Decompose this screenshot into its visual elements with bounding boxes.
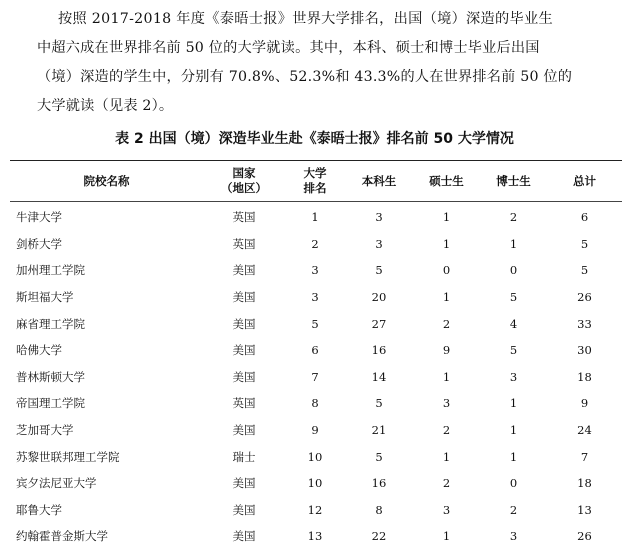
cell-master: 1 bbox=[442, 236, 451, 251]
cell-country: 英国 bbox=[232, 396, 256, 411]
cell-total: 9 bbox=[580, 396, 589, 411]
table-row bbox=[10, 204, 622, 231]
paragraph-line-2: 中超六成在世界排名前 50 位的大学就读。其中，本科、硕士和博士毕业后出国 bbox=[37, 40, 540, 56]
cell-bachelor: 20 bbox=[371, 290, 387, 305]
cell-doctor: 1 bbox=[509, 423, 518, 438]
cell-country: 美国 bbox=[232, 263, 256, 278]
cell-total: 5 bbox=[580, 263, 589, 278]
cell-total: 33 bbox=[577, 316, 592, 331]
cell-bachelor: 5 bbox=[375, 396, 383, 411]
table-row bbox=[10, 284, 622, 311]
table-body bbox=[10, 204, 622, 550]
header-master: 硕士生 bbox=[429, 173, 464, 188]
header-rank bbox=[285, 166, 345, 196]
table-header-rule bbox=[10, 201, 622, 202]
cell-bachelor: 16 bbox=[371, 343, 387, 358]
cell-name: 宾夕法尼亚大学 bbox=[16, 476, 97, 491]
cell-rank: 7 bbox=[311, 369, 319, 384]
cell-rank: 10 bbox=[307, 476, 323, 491]
cell-name: 剑桥大学 bbox=[16, 236, 62, 251]
table-row bbox=[10, 231, 622, 258]
cell-bachelor: 16 bbox=[371, 476, 387, 491]
paragraph-line-4: 大学就读（见表 2）。 bbox=[37, 98, 174, 114]
cell-doctor: 1 bbox=[509, 396, 518, 411]
header-country bbox=[203, 166, 285, 196]
cell-bachelor: 22 bbox=[371, 529, 387, 544]
table-row bbox=[10, 470, 622, 497]
cell-total: 26 bbox=[577, 290, 592, 305]
cell-master: 1 bbox=[442, 210, 451, 225]
table-row bbox=[10, 417, 622, 444]
cell-rank: 1 bbox=[311, 210, 319, 225]
cell-name: 帝国理工学院 bbox=[16, 396, 85, 411]
table-header-row bbox=[10, 162, 622, 200]
cell-name: 哈佛大学 bbox=[16, 343, 62, 358]
cell-rank: 6 bbox=[311, 343, 319, 358]
cell-name: 芝加哥大学 bbox=[16, 423, 74, 438]
cell-total: 30 bbox=[577, 343, 592, 358]
cell-rank: 8 bbox=[311, 396, 319, 411]
cell-master: 1 bbox=[442, 369, 451, 384]
table-row bbox=[10, 364, 622, 391]
header-rank-line2: 排名 bbox=[303, 181, 327, 195]
cell-master: 1 bbox=[442, 529, 451, 544]
cell-master: 0 bbox=[442, 263, 451, 278]
cell-master: 2 bbox=[442, 423, 451, 438]
table-header bbox=[10, 162, 622, 200]
header-doctor: 博士生 bbox=[496, 173, 531, 188]
cell-doctor: 3 bbox=[509, 369, 518, 384]
cell-total: 5 bbox=[580, 236, 589, 251]
cell-bachelor: 8 bbox=[375, 502, 383, 517]
cell-bachelor: 27 bbox=[371, 316, 387, 331]
cell-country: 美国 bbox=[232, 529, 256, 544]
cell-rank: 2 bbox=[311, 236, 319, 251]
table-row bbox=[10, 310, 622, 337]
table-top-rule bbox=[10, 160, 622, 161]
cell-rank: 12 bbox=[307, 502, 323, 517]
cell-doctor: 2 bbox=[509, 210, 518, 225]
cell-rank: 13 bbox=[307, 529, 323, 544]
cell-doctor: 5 bbox=[509, 343, 518, 358]
cell-doctor: 3 bbox=[509, 529, 518, 544]
cell-doctor: 2 bbox=[509, 502, 518, 517]
cell-total: 18 bbox=[577, 369, 592, 384]
cell-total: 26 bbox=[577, 529, 592, 544]
cell-master: 3 bbox=[442, 502, 451, 517]
cell-doctor: 5 bbox=[509, 290, 518, 305]
cell-master: 1 bbox=[442, 449, 451, 464]
cell-master: 9 bbox=[442, 343, 451, 358]
cell-bachelor: 21 bbox=[371, 423, 387, 438]
cell-rank: 3 bbox=[311, 290, 319, 305]
cell-country: 英国 bbox=[232, 236, 256, 251]
header-rank-line1: 大学 bbox=[303, 166, 327, 180]
table-row bbox=[10, 390, 622, 417]
cell-master: 1 bbox=[442, 290, 451, 305]
cell-total: 13 bbox=[577, 502, 592, 517]
cell-bachelor: 3 bbox=[375, 236, 383, 251]
table-row bbox=[10, 497, 622, 524]
header-country-line2: （地区） bbox=[221, 181, 267, 195]
cell-bachelor: 14 bbox=[371, 369, 387, 384]
cell-rank: 9 bbox=[311, 423, 319, 438]
cell-country: 美国 bbox=[232, 290, 256, 305]
table-row bbox=[10, 523, 622, 550]
table-row bbox=[10, 443, 622, 470]
cell-country: 美国 bbox=[232, 369, 256, 384]
cell-doctor: 1 bbox=[509, 449, 518, 464]
cell-name: 加州理工学院 bbox=[16, 263, 85, 278]
cell-rank: 10 bbox=[307, 449, 323, 464]
cell-name: 普林斯顿大学 bbox=[16, 369, 85, 384]
cell-name: 斯坦福大学 bbox=[16, 290, 74, 305]
cell-country: 美国 bbox=[232, 502, 256, 517]
cell-doctor: 4 bbox=[509, 316, 518, 331]
table-caption: 表 2 出国（境）深造毕业生赴《泰晤士报》排名前 50 大学情况 bbox=[115, 131, 514, 147]
cell-total: 18 bbox=[577, 476, 592, 491]
cell-country: 美国 bbox=[232, 316, 256, 331]
cell-bachelor: 5 bbox=[375, 449, 383, 464]
cell-master: 2 bbox=[442, 476, 451, 491]
table-row bbox=[10, 257, 622, 284]
header-bachelor: 本科生 bbox=[361, 173, 397, 188]
cell-country: 瑞士 bbox=[232, 449, 256, 464]
cell-country: 美国 bbox=[232, 343, 256, 358]
cell-name: 约翰霍普金斯大学 bbox=[16, 529, 108, 544]
cell-name: 耶鲁大学 bbox=[16, 502, 62, 517]
cell-name: 苏黎世联邦理工学院 bbox=[16, 449, 120, 464]
header-country-line1: 国家 bbox=[232, 166, 256, 180]
header-name: 院校名称 bbox=[83, 173, 130, 188]
cell-rank: 5 bbox=[311, 316, 319, 331]
cell-country: 英国 bbox=[232, 210, 256, 225]
cell-name: 麻省理工学院 bbox=[16, 316, 85, 331]
cell-bachelor: 3 bbox=[375, 210, 383, 225]
cell-master: 3 bbox=[442, 396, 451, 411]
cell-name: 牛津大学 bbox=[16, 210, 62, 225]
cell-rank: 3 bbox=[311, 263, 319, 278]
cell-master: 2 bbox=[442, 316, 451, 331]
header-total: 总计 bbox=[573, 173, 596, 188]
table-row bbox=[10, 337, 622, 364]
paragraph-line-3: （境）深造的学生中，分别有 70.8%、52.3%和 43.3%的人在世界排名前 50 位的 bbox=[37, 69, 573, 85]
cell-country: 美国 bbox=[232, 476, 256, 491]
cell-doctor: 0 bbox=[509, 263, 518, 278]
cell-doctor: 0 bbox=[509, 476, 518, 491]
cell-country: 美国 bbox=[232, 423, 256, 438]
cell-doctor: 1 bbox=[509, 236, 518, 251]
cell-total: 7 bbox=[580, 449, 589, 464]
cell-total: 6 bbox=[580, 210, 589, 225]
cell-bachelor: 5 bbox=[375, 263, 383, 278]
paragraph-line-1: 按照 2017-2018 年度《泰晤士报》世界大学排名，出国（境）深造的毕业生 bbox=[58, 11, 553, 27]
cell-total: 24 bbox=[577, 423, 592, 438]
